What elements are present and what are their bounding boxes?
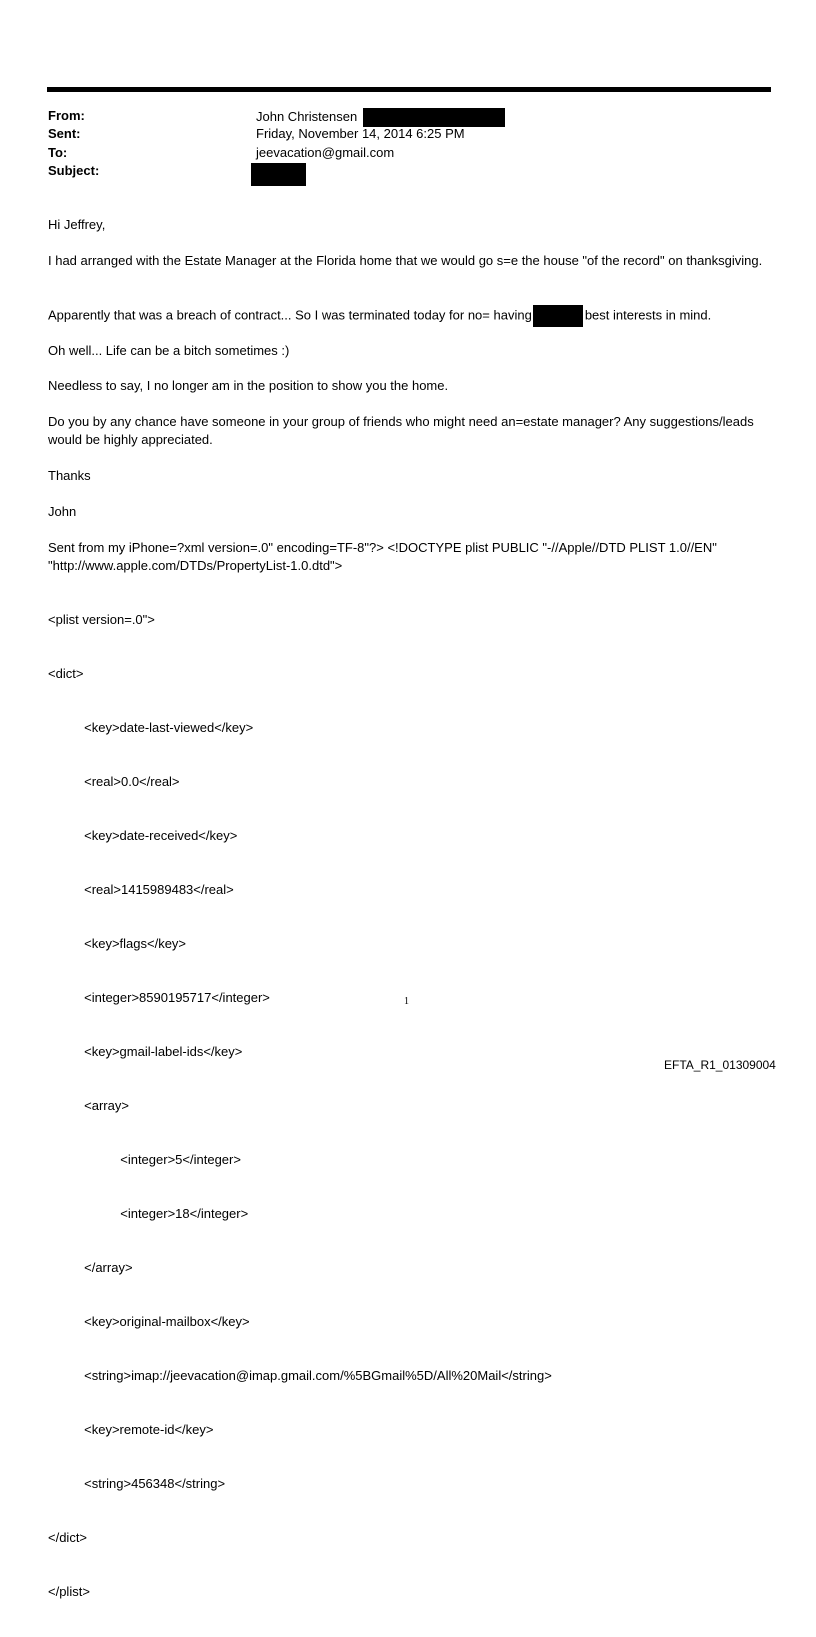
sent-from-line: Sent from my iPhone=?xml version=.0" encoding=TF-8"?> <!DOCTYPE plist PUBLIC "-//Apple//DTD PLIST 1.0//EN" bbox=[48, 540, 717, 555]
redaction-box bbox=[363, 108, 505, 127]
paragraph-2-end: best interests in mind. bbox=[584, 307, 712, 323]
xml-line: <real>1415989483</real> bbox=[48, 882, 234, 897]
paragraph-5: Do you by any chance have someone in your group of friends who might need an=estate manager? Any suggestions/leads would be highly appreciated. bbox=[48, 414, 754, 447]
paragraph-2-start: Apparently that was a breach of contract... So I was terminated today for no= having bbox=[48, 307, 532, 323]
xml-line: <key>flags</key> bbox=[48, 936, 187, 951]
from-value bbox=[256, 108, 505, 127]
xml-line: <string>456348</string> bbox=[48, 1476, 226, 1491]
xml-line: <key>remote-id</key> bbox=[48, 1422, 214, 1437]
dtd-url-line: "http://www.apple.com/DTDs/PropertyList-1.0.dtd"> bbox=[48, 558, 343, 573]
xml-line: <integer>8590195717</integer> bbox=[48, 990, 270, 1005]
sent-label: Sent: bbox=[48, 126, 81, 141]
xml-line: <key>original-mailbox</key> bbox=[48, 1314, 250, 1329]
subject-redaction-box bbox=[251, 163, 306, 186]
subject-label: Subject: bbox=[48, 163, 100, 178]
xml-line: <dict> bbox=[48, 666, 84, 681]
redaction-box bbox=[533, 305, 583, 327]
xml-line: <string>imap://jeevacation@imap.gmail.com/%5BGmail%5D/All%20Mail</string> bbox=[48, 1368, 552, 1383]
sent-value: Friday, November 14, 2014 6:25 PM bbox=[256, 126, 465, 141]
xml-line: <real>0.0</real> bbox=[48, 774, 180, 789]
xml-line: <integer>18</integer> bbox=[48, 1206, 249, 1221]
to-value: jeevacation@gmail.com bbox=[256, 145, 395, 160]
bates-number: EFTA_R1_01309004 bbox=[664, 1058, 776, 1072]
xml-line: <key>date-received</key> bbox=[48, 828, 238, 843]
plist-xml bbox=[48, 575, 552, 1637]
xml-line: <integer>5</integer> bbox=[48, 1152, 241, 1167]
to-label: To: bbox=[48, 145, 68, 160]
greeting: Hi Jeffrey, bbox=[48, 217, 106, 232]
paragraph-2 bbox=[48, 305, 768, 327]
paragraph-1: I had arranged with the Estate Manager at the Florida home that we would go s=e the house "of the record" on thanksgiving. bbox=[48, 253, 763, 268]
xml-line: <array> bbox=[48, 1098, 129, 1113]
xml-line: <key>gmail-label-ids</key> bbox=[48, 1044, 243, 1059]
paragraph-4: Needless to say, I no longer am in the position to show you the home. bbox=[48, 378, 449, 393]
thanks: Thanks bbox=[48, 468, 91, 483]
page-number: 1 bbox=[404, 996, 409, 1007]
xml-line: </dict> bbox=[48, 1530, 88, 1545]
paragraph-3: Oh well... Life can be a bitch sometimes :) bbox=[48, 343, 290, 358]
xml-line: <plist version=.0"> bbox=[48, 612, 155, 627]
from-label: From: bbox=[48, 108, 85, 123]
signature: John bbox=[48, 504, 77, 519]
from-name: John Christensen bbox=[256, 108, 358, 124]
header-rule bbox=[47, 87, 771, 92]
xml-line: </array> bbox=[48, 1260, 133, 1275]
xml-line: </plist> bbox=[48, 1584, 90, 1599]
xml-line: <key>date-last-viewed</key> bbox=[48, 720, 254, 735]
